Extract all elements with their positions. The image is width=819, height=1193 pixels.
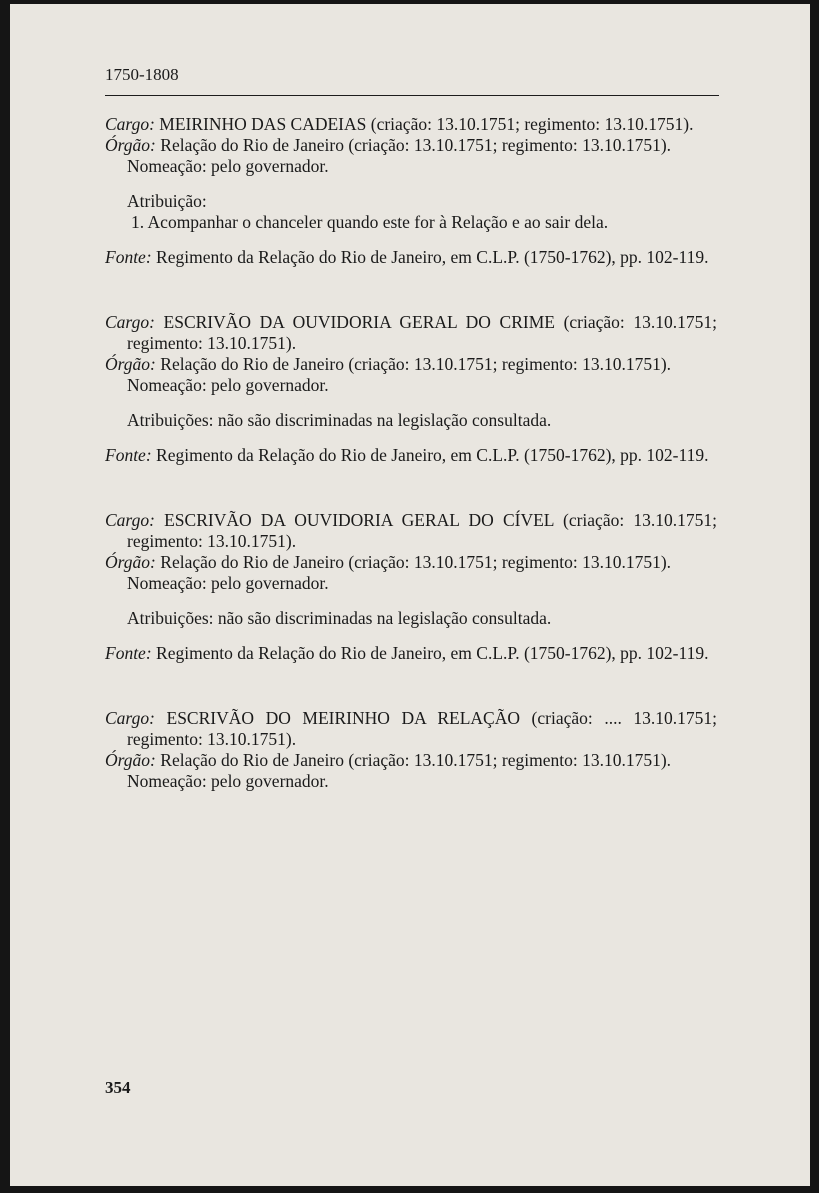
book-page <box>10 4 810 1186</box>
entry-escrivao-meirinho-relacao <box>105 708 717 792</box>
cargo-line <box>105 312 717 354</box>
cargo-text: ESCRIVÃO DO MEIRINHO DA RELAÇÃO (criação: .... 13.10.1751; regimento: 13.10.1751). <box>127 708 717 749</box>
orgao-label: Órgão: <box>105 354 156 374</box>
fonte-line <box>105 247 717 268</box>
atribuicoes-line: Atribuições: não são discriminadas na legislação consultada. <box>127 608 552 628</box>
orgao-line <box>105 135 717 156</box>
cargo-label: Cargo: <box>105 510 155 530</box>
atribuicoes-line: Atribuições: não são discriminadas na legislação consultada. <box>127 410 552 430</box>
nomeacao-line: Nomeação: pelo governador. <box>127 156 329 176</box>
orgao-text: Relação do Rio de Janeiro (criação: 13.10.1751; regimento: 13.10.1751). <box>160 354 672 374</box>
cargo-line <box>105 708 717 750</box>
atribuicao-title: Atribuição: <box>127 191 207 211</box>
nomeacao-line: Nomeação: pelo governador. <box>127 573 329 593</box>
cargo-label: Cargo: <box>105 312 155 332</box>
cargo-line <box>105 114 717 135</box>
cargo-text: ESCRIVÃO DA OUVIDORIA GERAL DO CRIME (criação: 13.10.1751; regimento: 13.10.1751). <box>127 312 717 353</box>
entry-meirinho-das-cadeias <box>105 114 717 268</box>
nomeacao-line: Nomeação: pelo governador. <box>127 375 329 395</box>
orgao-text: Relação do Rio de Janeiro (criação: 13.10.1751; regimento: 13.10.1751). <box>160 135 672 155</box>
orgao-line <box>105 750 717 771</box>
orgao-label: Órgão: <box>105 552 156 572</box>
cargo-text: MEIRINHO DAS CADEIAS (criação: 13.10.1751; regimento: 13.10.1751). <box>159 114 694 134</box>
fonte-label: Fonte: <box>105 445 152 465</box>
fonte-label: Fonte: <box>105 643 152 663</box>
entry-escrivao-ouvidoria-civel <box>105 510 717 664</box>
orgao-label: Órgão: <box>105 135 156 155</box>
atribuicao-item: 1. Acompanhar o chanceler quando este for à Relação e ao sair dela. <box>131 212 609 232</box>
nomeacao-line: Nomeação: pelo governador. <box>127 771 329 791</box>
orgao-line <box>105 552 717 573</box>
orgao-label: Órgão: <box>105 750 156 770</box>
fonte-line <box>105 445 717 466</box>
fonte-text: Regimento da Relação do Rio de Janeiro, em C.L.P. (1750-1762), pp. 102-119. <box>156 445 709 465</box>
fonte-label: Fonte: <box>105 247 152 267</box>
fonte-line <box>105 643 717 664</box>
page-body <box>105 114 717 836</box>
fonte-text: Regimento da Relação do Rio de Janeiro, em C.L.P. (1750-1762), pp. 102-119. <box>156 247 709 267</box>
orgao-text: Relação do Rio de Janeiro (criação: 13.10.1751; regimento: 13.10.1751). <box>160 552 672 572</box>
header-rule <box>105 95 719 96</box>
cargo-text: ESCRIVÃO DA OUVIDORIA GERAL DO CÍVEL (criação: 13.10.1751; regimento: 13.10.1751). <box>127 510 717 551</box>
fonte-text: Regimento da Relação do Rio de Janeiro, em C.L.P. (1750-1762), pp. 102-119. <box>156 643 709 663</box>
orgao-line <box>105 354 717 375</box>
page-number: 354 <box>105 1078 131 1097</box>
cargo-label: Cargo: <box>105 708 155 728</box>
cargo-line <box>105 510 717 552</box>
cargo-label: Cargo: <box>105 114 155 134</box>
entry-escrivao-ouvidoria-crime <box>105 312 717 466</box>
orgao-text: Relação do Rio de Janeiro (criação: 13.10.1751; regimento: 13.10.1751). <box>160 750 672 770</box>
running-header: 1750-1808 <box>105 65 179 84</box>
